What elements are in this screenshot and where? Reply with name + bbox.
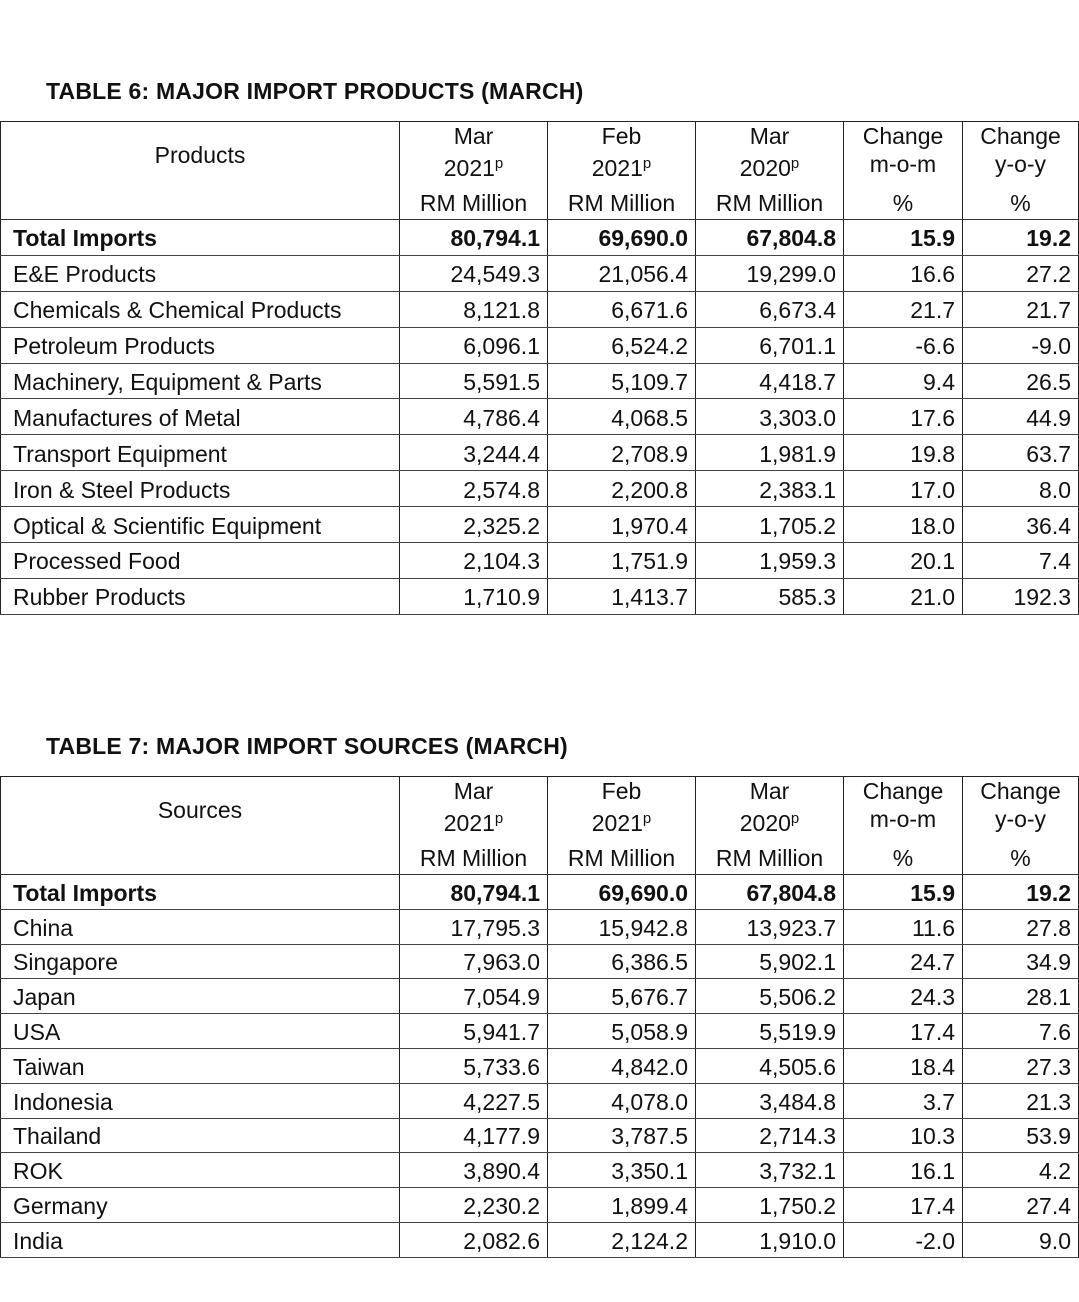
preliminary-marker: p	[642, 155, 652, 172]
unit-row-blank	[1, 188, 400, 220]
cell-value: 5,941.7	[400, 1014, 548, 1049]
cell-value: 3,350.1	[548, 1153, 696, 1188]
cell-value: 4,177.9	[400, 1118, 548, 1153]
table-row	[1, 543, 1079, 579]
cell-value: 69,690.0	[548, 875, 696, 910]
column-header-line1: Mar	[453, 123, 494, 149]
cell-value: 80,794.1	[400, 220, 548, 256]
column-header-line1: Change	[862, 778, 944, 804]
table-row	[1, 578, 1079, 614]
preliminary-marker: p	[642, 810, 652, 827]
cell-value: 1,981.9	[696, 435, 844, 471]
cell-value: 11.6	[844, 909, 963, 944]
cell-value: 9.4	[844, 363, 963, 399]
column-header-line1: Change	[980, 123, 1061, 149]
cell-value: 5,902.1	[696, 944, 844, 979]
cell-value: 5,058.9	[548, 1014, 696, 1049]
table-6-title: TABLE 6: MAJOR IMPORT PRODUCTS (MARCH)	[46, 78, 584, 104]
row-label: Indonesia	[1, 1083, 400, 1118]
preliminary-marker: p	[790, 810, 800, 827]
cell-value: 2,082.6	[400, 1222, 548, 1257]
column-header-line1: Feb	[601, 778, 642, 804]
cell-value: 1,413.7	[548, 578, 696, 614]
column-header	[696, 122, 844, 189]
table-row	[1, 220, 1079, 256]
cell-value: 6,524.2	[548, 327, 696, 363]
cell-value: 17.4	[844, 1014, 963, 1049]
unit-row	[1, 843, 1079, 875]
row-label: Thailand	[1, 1118, 400, 1153]
preliminary-marker: p	[790, 155, 800, 172]
import-products-table	[0, 121, 1079, 615]
label-column-header: Products	[1, 122, 400, 189]
cell-value: 53.9	[963, 1118, 1079, 1153]
cell-value: 2,325.2	[400, 507, 548, 543]
column-header-year: 2020	[739, 810, 791, 836]
cell-value: 5,591.5	[400, 363, 548, 399]
cell-value: 4,842.0	[548, 1048, 696, 1083]
column-header-line2	[851, 150, 955, 178]
cell-value: 3,890.4	[400, 1153, 548, 1188]
unit-label: RM Million	[696, 188, 844, 220]
cell-value: 36.4	[963, 507, 1079, 543]
cell-value: 5,109.7	[548, 363, 696, 399]
table-row	[1, 399, 1079, 435]
table-row	[1, 363, 1079, 399]
column-header	[844, 777, 963, 844]
cell-value: 585.3	[696, 578, 844, 614]
cell-value: 6,701.1	[696, 327, 844, 363]
cell-value: 17.4	[844, 1188, 963, 1223]
cell-value: 34.9	[963, 944, 1079, 979]
cell-value: 80,794.1	[400, 875, 548, 910]
column-header-line2	[555, 150, 688, 182]
cell-value: 17,795.3	[400, 909, 548, 944]
cell-value: 3,732.1	[696, 1153, 844, 1188]
cell-value: 2,200.8	[548, 471, 696, 507]
column-header-line1: Feb	[601, 123, 642, 149]
cell-value: 24,549.3	[400, 255, 548, 291]
cell-value: -6.6	[844, 327, 963, 363]
table-row	[1, 255, 1079, 291]
preliminary-marker: p	[494, 155, 504, 172]
cell-value: 7,963.0	[400, 944, 548, 979]
unit-label: %	[963, 188, 1079, 220]
row-label: Germany	[1, 1188, 400, 1223]
cell-value: 27.2	[963, 255, 1079, 291]
cell-value: 15.9	[844, 220, 963, 256]
column-header-line1: Mar	[749, 123, 790, 149]
cell-value: 44.9	[963, 399, 1079, 435]
table-row	[1, 944, 1079, 979]
cell-value: 18.0	[844, 507, 963, 543]
cell-value: 4,078.0	[548, 1083, 696, 1118]
cell-value: 4,418.7	[696, 363, 844, 399]
cell-value: 4,505.6	[696, 1048, 844, 1083]
cell-value: 21,056.4	[548, 255, 696, 291]
cell-value: 1,705.2	[696, 507, 844, 543]
row-label: Total Imports	[1, 875, 400, 910]
column-header	[844, 122, 963, 189]
label-column-header: Sources	[1, 777, 400, 844]
cell-value: 28.1	[963, 979, 1079, 1014]
cell-value: 2,230.2	[400, 1188, 548, 1223]
row-label: Iron & Steel Products	[1, 471, 400, 507]
cell-value: 2,708.9	[548, 435, 696, 471]
table-row	[1, 327, 1079, 363]
column-header-line2	[555, 805, 688, 837]
cell-value: 5,506.2	[696, 979, 844, 1014]
column-header-line1: Change	[980, 778, 1061, 804]
cell-value: 2,714.3	[696, 1118, 844, 1153]
column-header-year: y-o-y	[994, 806, 1047, 832]
cell-value: 2,124.2	[548, 1222, 696, 1257]
row-label: Chemicals & Chemical Products	[1, 291, 400, 327]
cell-value: 3,244.4	[400, 435, 548, 471]
cell-value: 19.2	[963, 220, 1079, 256]
table-row	[1, 471, 1079, 507]
cell-value: 21.3	[963, 1083, 1079, 1118]
cell-value: 63.7	[963, 435, 1079, 471]
cell-value: 27.4	[963, 1188, 1079, 1223]
cell-value: 24.3	[844, 979, 963, 1014]
table-row	[1, 1222, 1079, 1257]
cell-value: 10.3	[844, 1118, 963, 1153]
cell-value: -9.0	[963, 327, 1079, 363]
cell-value: 21.0	[844, 578, 963, 614]
cell-value: 20.1	[844, 543, 963, 579]
cell-value: 7.4	[963, 543, 1079, 579]
cell-value: 24.7	[844, 944, 963, 979]
row-label: USA	[1, 1014, 400, 1049]
cell-value: 15,942.8	[548, 909, 696, 944]
cell-value: 1,710.9	[400, 578, 548, 614]
table-row	[1, 507, 1079, 543]
column-header	[548, 777, 696, 844]
cell-value: 26.5	[963, 363, 1079, 399]
column-header-line1: Mar	[749, 778, 790, 804]
unit-label: RM Million	[548, 188, 696, 220]
column-header	[963, 777, 1079, 844]
cell-value: 2,104.3	[400, 543, 548, 579]
cell-value: 1,751.9	[548, 543, 696, 579]
column-header-line2	[851, 805, 955, 833]
cell-value: 18.4	[844, 1048, 963, 1083]
cell-value: 69,690.0	[548, 220, 696, 256]
row-label: Machinery, Equipment & Parts	[1, 363, 400, 399]
cell-value: -2.0	[844, 1222, 963, 1257]
column-header-line2	[703, 150, 836, 182]
cell-value: 1,970.4	[548, 507, 696, 543]
cell-value: 19,299.0	[696, 255, 844, 291]
header-row	[1, 777, 1079, 844]
table-row	[1, 435, 1079, 471]
cell-value: 15.9	[844, 875, 963, 910]
row-label: E&E Products	[1, 255, 400, 291]
cell-value: 3,484.8	[696, 1083, 844, 1118]
import-sources-table	[0, 776, 1079, 1258]
cell-value: 19.2	[963, 875, 1079, 910]
column-header	[963, 122, 1079, 189]
column-header-year: 2021	[443, 810, 495, 836]
cell-value: 4,068.5	[548, 399, 696, 435]
row-label: Processed Food	[1, 543, 400, 579]
cell-value: 3.7	[844, 1083, 963, 1118]
table-row	[1, 909, 1079, 944]
row-label: Petroleum Products	[1, 327, 400, 363]
cell-value: 67,804.8	[696, 220, 844, 256]
cell-value: 8,121.8	[400, 291, 548, 327]
table-row	[1, 1188, 1079, 1223]
cell-value: 6,671.6	[548, 291, 696, 327]
row-label: Rubber Products	[1, 578, 400, 614]
column-header-line2	[407, 150, 540, 182]
cell-value: 5,519.9	[696, 1014, 844, 1049]
column-header-line2	[970, 805, 1071, 833]
column-header-line1: Mar	[453, 778, 494, 804]
row-label: Manufactures of Metal	[1, 399, 400, 435]
column-header-line2	[970, 150, 1071, 178]
cell-value: 6,096.1	[400, 327, 548, 363]
table-row	[1, 1083, 1079, 1118]
table-row	[1, 291, 1079, 327]
cell-value: 13,923.7	[696, 909, 844, 944]
cell-value: 21.7	[844, 291, 963, 327]
preliminary-marker: p	[494, 810, 504, 827]
cell-value: 7,054.9	[400, 979, 548, 1014]
cell-value: 4,786.4	[400, 399, 548, 435]
column-header-year: 2021	[591, 810, 643, 836]
table-row	[1, 875, 1079, 910]
unit-label: RM Million	[696, 843, 844, 875]
cell-value: 4,227.5	[400, 1083, 548, 1118]
column-header-year: y-o-y	[994, 151, 1047, 177]
cell-value: 17.0	[844, 471, 963, 507]
cell-value: 1,959.3	[696, 543, 844, 579]
row-label: Total Imports	[1, 220, 400, 256]
table-row	[1, 1048, 1079, 1083]
cell-value: 5,733.6	[400, 1048, 548, 1083]
row-label: India	[1, 1222, 400, 1257]
cell-value: 27.3	[963, 1048, 1079, 1083]
cell-value: 17.6	[844, 399, 963, 435]
unit-label: RM Million	[548, 843, 696, 875]
column-header-line2	[407, 805, 540, 837]
cell-value: 2,574.8	[400, 471, 548, 507]
cell-value: 192.3	[963, 578, 1079, 614]
column-header	[400, 777, 548, 844]
column-header-line1: Change	[862, 123, 944, 149]
cell-value: 16.6	[844, 255, 963, 291]
cell-value: 1,899.4	[548, 1188, 696, 1223]
unit-row	[1, 188, 1079, 220]
cell-value: 3,303.0	[696, 399, 844, 435]
unit-label: %	[963, 843, 1079, 875]
table-row	[1, 1118, 1079, 1153]
table-7-title: TABLE 7: MAJOR IMPORT SOURCES (MARCH)	[46, 733, 568, 759]
column-header	[696, 777, 844, 844]
cell-value: 67,804.8	[696, 875, 844, 910]
table-row	[1, 979, 1079, 1014]
unit-label: RM Million	[400, 843, 548, 875]
header-row	[1, 122, 1079, 189]
cell-value: 4.2	[963, 1153, 1079, 1188]
cell-value: 19.8	[844, 435, 963, 471]
cell-value: 3,787.5	[548, 1118, 696, 1153]
row-label: Optical & Scientific Equipment	[1, 507, 400, 543]
column-header-year: m-o-m	[869, 806, 937, 832]
cell-value: 6,386.5	[548, 944, 696, 979]
cell-value: 5,676.7	[548, 979, 696, 1014]
row-label: Transport Equipment	[1, 435, 400, 471]
cell-value: 1,750.2	[696, 1188, 844, 1223]
column-header-line2	[703, 805, 836, 837]
unit-label: %	[844, 843, 963, 875]
cell-value: 27.8	[963, 909, 1079, 944]
row-label: China	[1, 909, 400, 944]
table-row	[1, 1153, 1079, 1188]
unit-row-blank	[1, 843, 400, 875]
column-header-year: m-o-m	[869, 151, 937, 177]
cell-value: 1,910.0	[696, 1222, 844, 1257]
cell-value: 8.0	[963, 471, 1079, 507]
unit-label: %	[844, 188, 963, 220]
row-label: Taiwan	[1, 1048, 400, 1083]
row-label: ROK	[1, 1153, 400, 1188]
cell-value: 21.7	[963, 291, 1079, 327]
row-label: Singapore	[1, 944, 400, 979]
column-header-year: 2021	[591, 155, 643, 181]
cell-value: 7.6	[963, 1014, 1079, 1049]
table-row	[1, 1014, 1079, 1049]
unit-label: RM Million	[400, 188, 548, 220]
cell-value: 6,673.4	[696, 291, 844, 327]
column-header	[400, 122, 548, 189]
column-header-year: 2021	[443, 155, 495, 181]
row-label: Japan	[1, 979, 400, 1014]
cell-value: 2,383.1	[696, 471, 844, 507]
column-header-year: 2020	[739, 155, 791, 181]
column-header	[548, 122, 696, 189]
cell-value: 9.0	[963, 1222, 1079, 1257]
cell-value: 16.1	[844, 1153, 963, 1188]
